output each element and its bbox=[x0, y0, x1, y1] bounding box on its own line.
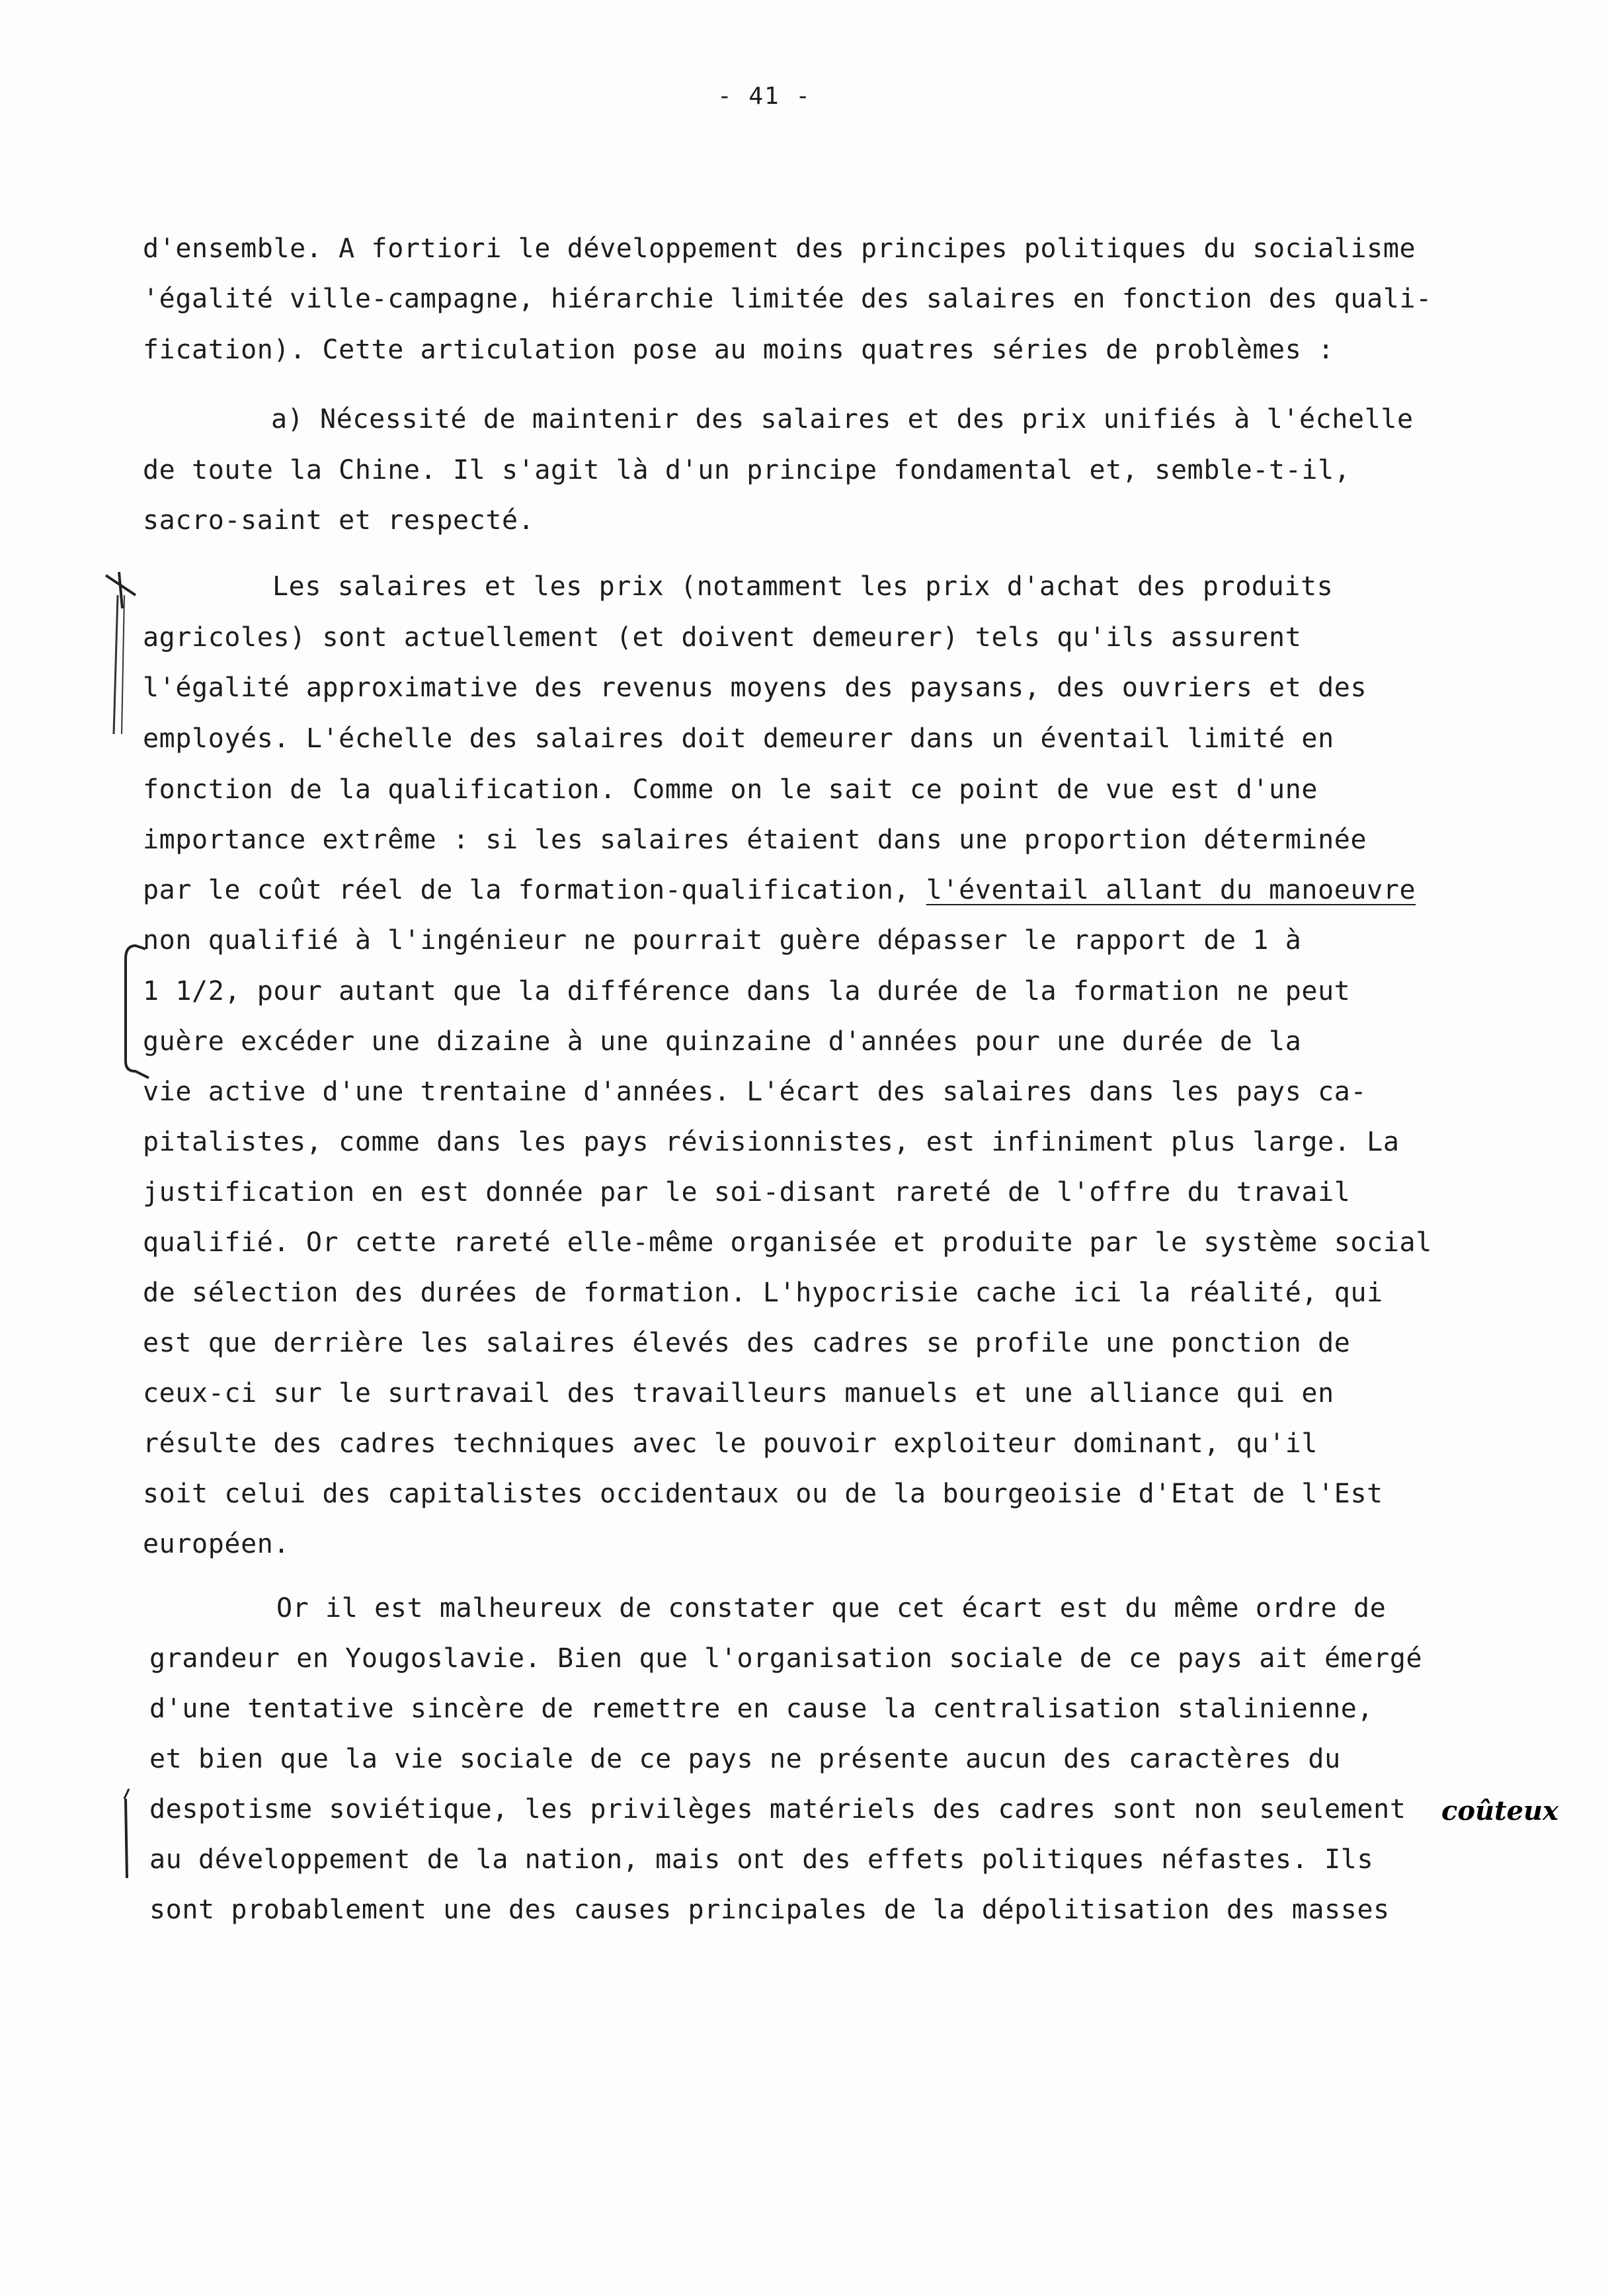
page-number: - 41 - bbox=[717, 83, 812, 110]
text-line: employés. L'échelle des salaires doit demeurer dans un éventail limité en bbox=[143, 723, 1334, 754]
text-line: justification en est donnée par le soi-disant rareté de l'offre du travail bbox=[143, 1177, 1351, 1208]
text-line: d'ensemble. A fortiori le développement des principes politiques du socialisme bbox=[143, 233, 1416, 264]
text-line: européen. bbox=[143, 1529, 290, 1559]
margin-bracket-mark bbox=[106, 919, 152, 1085]
margin-line-mark bbox=[112, 1785, 139, 1885]
handwritten-annotation: coûteux bbox=[1441, 1795, 1558, 1826]
text-line: de toute la Chine. Il s'agit là d'un principe fondamental et, semble-t-il, bbox=[143, 455, 1351, 485]
text-line: agricoles) sont actuellement (et doivent demeurer) tels qu'ils assurent bbox=[143, 622, 1302, 653]
text-line: importance extrême : si les salaires étaient dans une proportion déterminée bbox=[143, 825, 1367, 855]
text-line: fonction de la qualification. Comme on le sait ce point de vue est d'une bbox=[143, 774, 1318, 805]
text-line: despotisme soviétique, les privilèges matériels des cadres sont non seulement bbox=[149, 1794, 1406, 1824]
text-line: sacro-saint et respecté. bbox=[143, 505, 535, 536]
text-line: Or il est malheureux de constater que cet écart est du même ordre de bbox=[276, 1593, 1387, 1623]
text-line: 'égalité ville-campagne, hiérarchie limitée des salaires en fonction des quali- bbox=[143, 284, 1432, 314]
text-line: au développement de la nation, mais ont des effets politiques néfastes. Ils bbox=[149, 1844, 1374, 1875]
text-line: soit celui des capitalistes occidentaux ou de la bourgeoisie d'Etat de l'Est bbox=[143, 1479, 1383, 1509]
text-line: a) Nécessité de maintenir des salaires et des prix unifiés à l'échelle bbox=[271, 404, 1414, 434]
margin-arrow-mark bbox=[99, 569, 145, 741]
text-line bbox=[143, 874, 1416, 906]
text-line: résulte des cadres techniques avec le pouvoir exploiteur dominant, qu'il bbox=[143, 1428, 1318, 1459]
text-line: de sélection des durées de formation. L'hypocrisie cache ici la réalité, qui bbox=[143, 1278, 1383, 1308]
text-segment: par le coût réel de la formation-qualification, bbox=[143, 875, 926, 905]
text-line: 1 1/2, pour autant que la différence dans la durée de la formation ne peut bbox=[143, 976, 1351, 1006]
underlined-text: l'éventail allant du manoeuvre bbox=[926, 875, 1416, 905]
text-line: Les salaires et les prix (notamment les prix d'achat des produits bbox=[272, 571, 1334, 602]
text-line: ceux-ci sur le surtravail des travailleurs manuels et une alliance qui en bbox=[143, 1378, 1334, 1409]
text-line: non qualifié à l'ingénieur ne pourrait guère dépasser le rapport de 1 à bbox=[143, 925, 1302, 956]
text-line: et bien que la vie sociale de ce pays ne présente aucun des caractères du bbox=[149, 1744, 1341, 1774]
text-line: l'égalité approximative des revenus moyens des paysans, des ouvriers et des bbox=[143, 673, 1367, 703]
text-line: est que derrière les salaires élevés des cadres se profile une ponction de bbox=[143, 1328, 1351, 1358]
text-line: guère excéder une dizaine à une quinzaine d'années pour une durée de la bbox=[143, 1026, 1302, 1057]
text-line: d'une tentative sincère de remettre en cause la centralisation stalinienne, bbox=[149, 1694, 1374, 1724]
text-line: vie active d'une trentaine d'années. L'écart des salaires dans les pays ca- bbox=[143, 1077, 1367, 1107]
text-line: sont probablement une des causes principales de la dépolitisation des masses bbox=[149, 1895, 1390, 1925]
text-line: pitalistes, comme dans les pays révisionnistes, est infiniment plus large. La bbox=[143, 1127, 1400, 1157]
text-line: grandeur en Yougoslavie. Bien que l'organisation sociale de ce pays ait émergé bbox=[149, 1643, 1423, 1674]
text-line: qualifié. Or cette rareté elle-même organisée et produite par le système social bbox=[143, 1227, 1432, 1258]
text-line: fication). Cette articulation pose au moins quatres séries de problèmes : bbox=[143, 335, 1334, 365]
